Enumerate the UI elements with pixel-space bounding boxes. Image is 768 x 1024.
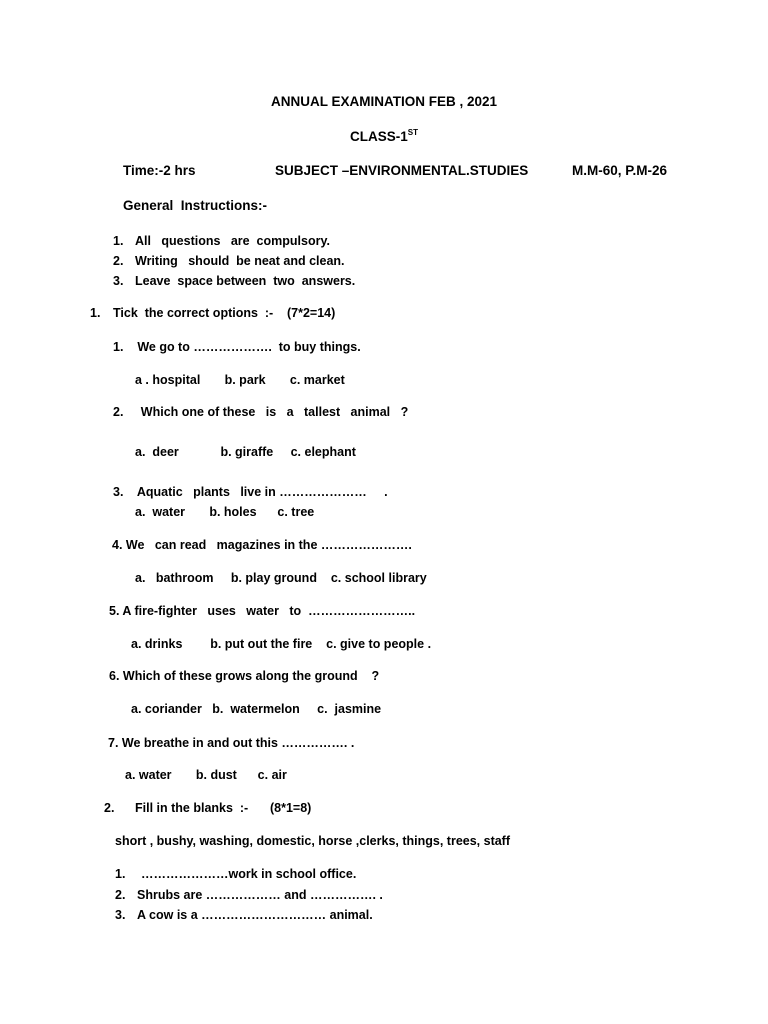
- question-5-options: a. drinks b. put out the fire c. give to people .: [131, 637, 432, 651]
- question-7-options: a. water b. dust c. air: [125, 768, 287, 782]
- section1-number: 1.: [90, 306, 101, 320]
- question-1-options: a . hospital b. park c. market: [135, 373, 345, 387]
- exam-time: Time:-2 hrs: [123, 163, 196, 178]
- word-bank: short , bushy, washing, domestic, horse ,clerks, things, trees, staff: [115, 834, 511, 848]
- section1-title: Tick the correct options :-: [113, 306, 274, 320]
- question-2: 2. Which one of these is a tallest animal ?: [113, 405, 409, 419]
- fill-blank-text: Shrubs are ……………… and ……………. .: [137, 888, 383, 902]
- instruction-text: Leave space between two answers.: [135, 274, 356, 288]
- question-2-options: a. deer b. giraffe c. elephant: [135, 445, 356, 459]
- fill-blank-number: 2.: [115, 888, 126, 902]
- fill-blank-number: 1.: [115, 867, 126, 881]
- question-7: 7. We breathe in and out this ……………. .: [108, 736, 355, 750]
- instruction-number: 1.: [113, 234, 124, 248]
- class-superscript: ST: [407, 128, 418, 137]
- question-1: 1. We go to ………………. to buy things.: [113, 340, 361, 354]
- question-3-options: a. water b. holes c. tree: [135, 505, 315, 519]
- question-4-options: a. bathroom b. play ground c. school library: [135, 571, 427, 585]
- exam-title: ANNUAL EXAMINATION FEB , 2021: [270, 94, 498, 109]
- instruction-number: 2.: [113, 254, 124, 268]
- instruction-text: Writing should be neat and clean.: [135, 254, 345, 268]
- class-text: CLASS-1: [350, 129, 408, 144]
- fill-blank-number: 3.: [115, 908, 126, 922]
- instruction-number: 3.: [113, 274, 124, 288]
- instructions-heading: General Instructions:-: [123, 198, 268, 213]
- section2-title: Fill in the blanks :-: [135, 801, 249, 815]
- question-6: 6. Which of these grows along the ground ?: [109, 669, 380, 683]
- instruction-text: All questions are compulsory.: [135, 234, 330, 248]
- section1-marks: (7*2=14): [287, 306, 336, 320]
- section2-marks: (8*1=8): [270, 801, 312, 815]
- section2-number: 2.: [104, 801, 115, 815]
- exam-marks: M.M-60, P.M-26: [572, 163, 668, 178]
- question-3: 3. Aquatic plants live in ………………… .: [113, 485, 388, 499]
- fill-blank-text: A cow is a ………………………… animal.: [137, 908, 373, 922]
- exam-subject: SUBJECT –ENVIRONMENTAL.STUDIES: [275, 163, 529, 178]
- question-4: 4. We can read magazines in the ………………….: [112, 538, 412, 552]
- question-5: 5. A fire-fighter uses water to ……………………..: [109, 604, 416, 618]
- fill-blank-text: …………………work in school office.: [141, 867, 357, 881]
- question-6-options: a. coriander b. watermelon c. jasmine: [131, 702, 382, 716]
- class-heading: [0, 129, 768, 145]
